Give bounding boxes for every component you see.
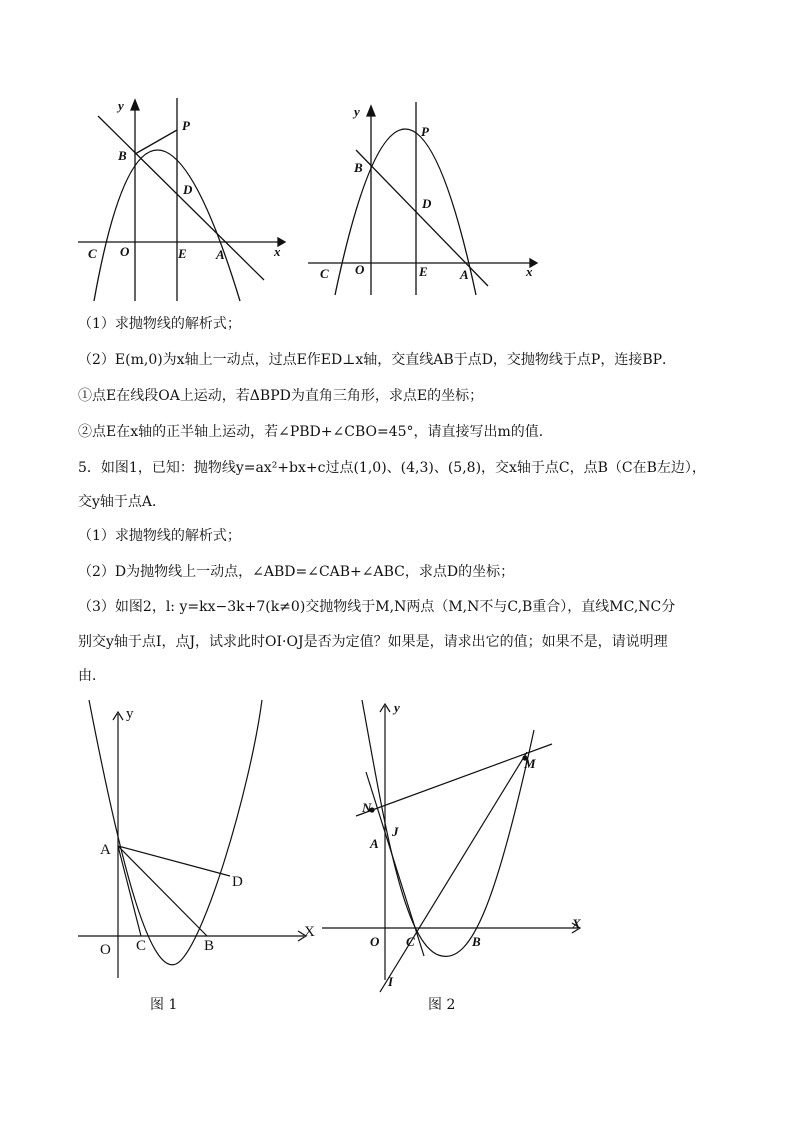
- label-b: B: [472, 934, 481, 949]
- line-mc: [380, 752, 527, 992]
- problem5-intro-line2: 交y轴于点A．: [78, 494, 167, 510]
- problem4-q2a: ①点E在线段OA上运动，若ΔBPD为直角三角形，求点E的坐标；: [78, 388, 484, 404]
- label-j: J: [392, 824, 399, 839]
- label-o: O: [355, 262, 365, 277]
- label-y: y: [118, 98, 124, 113]
- problem5-q3-line1: （3）如图2，l: y=kx−3k+7(k≠0)交抛物线于M,N两点（M,N不与C,B重合），直线MC,NC分: [78, 599, 676, 615]
- problem4-q2b: ②点E在x轴的正半轴上运动，若∠PBD+∠CBO=45°，请直接写出m的值．: [78, 424, 553, 440]
- label-x: x: [526, 264, 533, 279]
- problem5-q3-line3: 由．: [78, 668, 106, 684]
- label-y: y: [394, 700, 400, 715]
- figure-1-caption: 图 1: [150, 997, 178, 1013]
- label-x: x: [274, 244, 281, 259]
- problem5-q3-line2: 别交y轴于点I，点J，试求此时OI·OJ是否为定值？如果是，请求出它的值；如果不是，请说明理: [78, 634, 668, 650]
- label-a: A: [100, 842, 111, 858]
- problem5-q1: （1）求抛物线的解析式；: [78, 528, 241, 544]
- label-o: O: [120, 244, 130, 259]
- label-i: I: [388, 974, 394, 989]
- label-x: X: [304, 924, 315, 940]
- segment-ab: [118, 846, 207, 936]
- parabola: [94, 150, 240, 301]
- figure-top-left: [78, 96, 288, 310]
- label-c: C: [406, 934, 415, 949]
- label-x: X: [572, 916, 581, 931]
- figure-1-svg: [72, 700, 322, 985]
- label-a: A: [370, 836, 379, 851]
- parabola: [89, 700, 262, 965]
- label-d: D: [183, 182, 193, 197]
- label-n: N: [362, 800, 372, 815]
- problem4-q1: （1）求抛物线的解析式；: [78, 316, 241, 332]
- figure-2: [312, 700, 588, 1004]
- segment-ad: [118, 846, 230, 876]
- parabola: [362, 700, 534, 956]
- label-a: A: [216, 247, 225, 262]
- label-y: y: [354, 104, 360, 119]
- label-o: O: [100, 942, 111, 958]
- label-y: y: [126, 706, 134, 722]
- label-d: D: [232, 874, 243, 890]
- figure-top-left-svg: [78, 96, 288, 306]
- label-b: B: [118, 148, 127, 163]
- figure-1: [72, 700, 322, 989]
- problem5-intro-line1: 5．如图1，已知：抛物线y=ax²+bx+c过点(1,0)、(4,3)、(5,8)，交x轴于点C，点B（C在B左边），: [78, 460, 706, 476]
- label-d: D: [422, 196, 432, 211]
- label-o: O: [370, 934, 380, 949]
- label-e: E: [419, 264, 428, 279]
- label-a: A: [460, 267, 469, 282]
- label-m: M: [524, 756, 536, 771]
- segment-ac: [118, 846, 141, 936]
- label-c: C: [136, 938, 147, 954]
- figure-2-svg: [312, 700, 588, 1000]
- y-axis-arrow: [367, 106, 375, 116]
- figure-top-right-svg: [308, 100, 540, 300]
- label-c: C: [320, 266, 329, 281]
- problem5-q2: （2）D为抛物线上一动点，∠ABD=∠CAB+∠ABC，求点D的坐标；: [78, 564, 515, 580]
- figure-top-right: [308, 100, 540, 304]
- label-e: E: [178, 246, 187, 261]
- figure-2-caption: 图 2: [428, 997, 456, 1013]
- problem4-q2: （2）E(m,0)为x轴上一动点，过点E作ED⊥x轴，交直线AB于点D，交抛物线于点P，连接BP．: [78, 352, 677, 368]
- label-b: B: [354, 160, 363, 175]
- label-p: P: [182, 118, 190, 133]
- y-axis-arrow: [131, 100, 139, 110]
- label-c: C: [88, 246, 97, 261]
- label-b: B: [204, 938, 215, 954]
- label-p: P: [421, 124, 429, 139]
